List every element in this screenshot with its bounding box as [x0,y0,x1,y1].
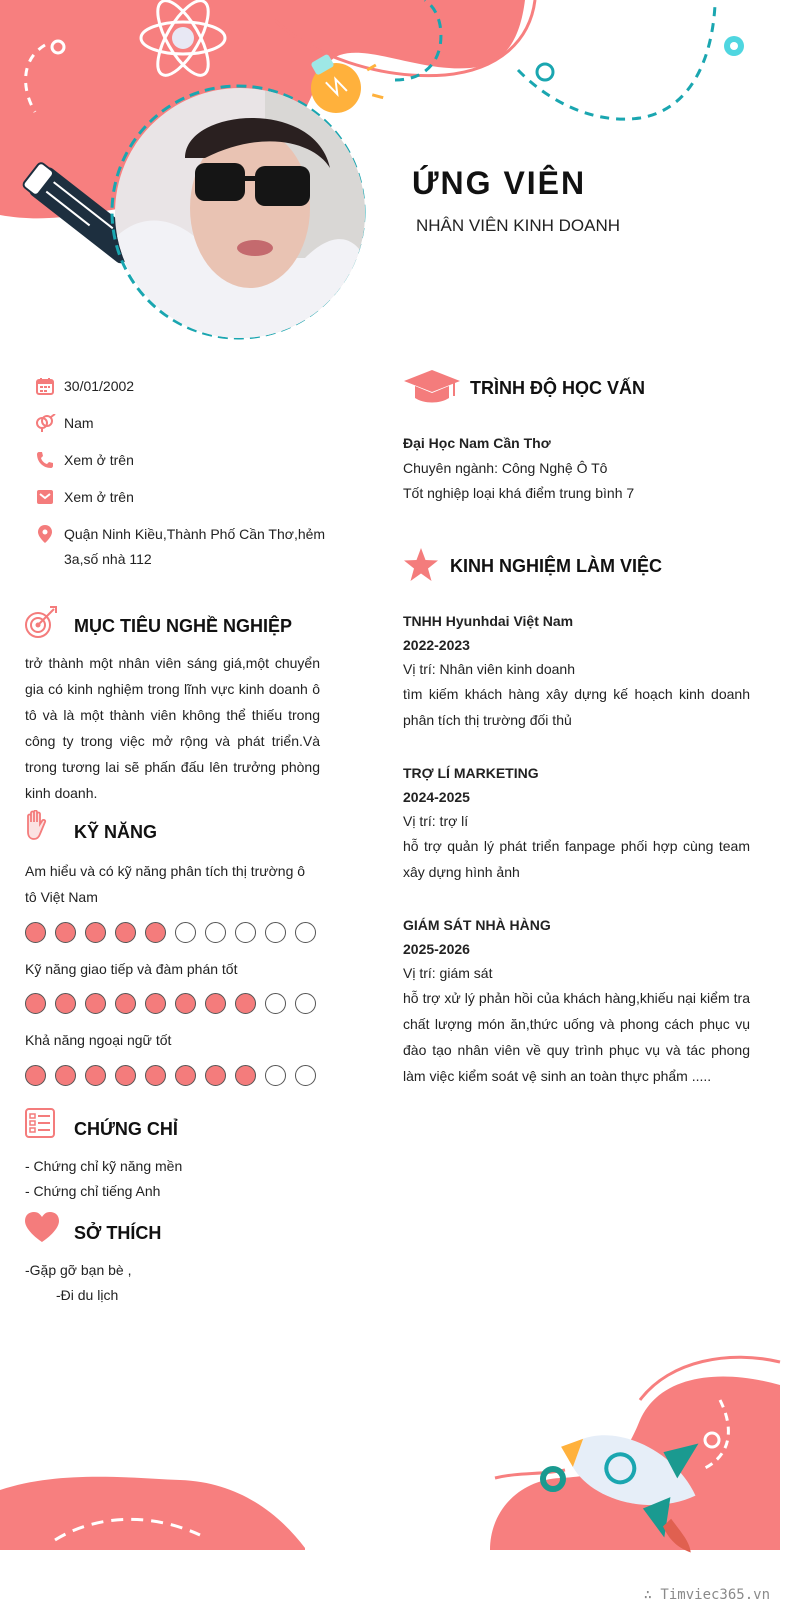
contact-birthdate [26,374,326,399]
contact-gender [26,411,326,436]
certificate-item: - Chứng chỉ tiếng Anh [25,1183,161,1199]
rating-dot-empty [265,993,286,1014]
objective-title: MỤC TIÊU NGHỀ NGHIỆP [74,616,293,636]
hand-icon [24,810,48,847]
rating-dot-empty [265,1065,286,1086]
rating-dot-filled [55,993,76,1014]
rating-dot-empty [295,993,316,1014]
objective-text: trở thành một nhân viên sáng giá,một chuyển gia có kinh nghiệm trong lĩnh vực kinh doanh ô tô và là một thành viên không thể thiếu trong công ty trong việc mở rộng và phát triển.Và trong tương lai sẽ phấn đấu lên trưởng phòng kinh doanh. [25,655,320,801]
rating-dot-filled [145,993,166,1014]
star-icon [403,548,439,587]
rating-dot-filled [55,1065,76,1086]
rating-dot-empty [205,922,226,943]
job-period: 2025-2026 [403,941,470,957]
job-role: Vị trí: Nhân viên kinh doanh [403,661,575,677]
job-company: TRỢ LÍ MARKETING [403,765,539,781]
rating-dot-filled [85,1065,106,1086]
rating-dot-empty [175,922,196,943]
rating-dot-filled [115,993,136,1014]
education-major: Chuyên ngành: Công Nghệ Ô Tô [403,460,608,476]
gender-text: Nam [64,415,94,431]
gender-icon [26,411,64,436]
rating-dot-filled [145,922,166,943]
heart-icon [24,1211,60,1248]
job-description: tìm kiếm khách hàng xây dựng kế hoạch kinh doanh phân tích thị trường đối thủ [403,686,750,728]
contact-phone [26,448,326,473]
contact-address [26,522,326,572]
certificate-item: - Chứng chỉ kỹ năng mền [25,1158,183,1174]
rating-dot-filled [205,1065,226,1086]
skill-label: Kỹ năng giao tiếp và đàm phán tốt [25,961,238,977]
email-text: Xem ở trên [64,489,134,505]
checklist-icon [24,1107,56,1144]
profile-photo [115,88,365,338]
rating-dot-filled [115,922,136,943]
job-position: NHÂN VIÊN KINH DOANH [416,216,621,235]
graduation-cap-icon [404,370,460,409]
skill-rating [25,922,316,943]
skill-rating [25,993,316,1014]
rating-dot-filled [55,922,76,943]
job-company: GIÁM SÁT NHÀ HÀNG [403,917,551,933]
rating-dot-filled [235,993,256,1014]
job-description: hỗ trợ quản lý phát triển fanpage phối hợp cùng team xây dựng hình ảnh [403,838,750,880]
candidate-name: ỨNG VIÊN [412,165,587,201]
hobby-item: -Đi du lịch [56,1287,119,1303]
job-period: 2022-2023 [403,637,470,653]
rating-dot-filled [25,993,46,1014]
skill-label: Khả năng ngoại ngữ tốt [25,1032,172,1048]
rating-dot-empty [295,1065,316,1086]
experience-title: KINH NGHIỆM LÀM VIỆC [450,556,663,576]
rating-dot-filled [115,1065,136,1086]
skill-rating [25,1065,316,1086]
rating-dot-empty [235,922,256,943]
rating-dot-empty [265,922,286,943]
mail-icon [26,485,64,510]
education-grade: Tốt nghiệp loại khá điểm trung bình 7 [403,485,635,501]
hobbies-title: SỞ THÍCH [74,1223,162,1243]
job-period: 2024-2025 [403,789,470,805]
rating-dot-filled [145,1065,166,1086]
calendar-icon [26,374,64,399]
rating-dot-filled [205,993,226,1014]
rating-dot-filled [25,922,46,943]
rating-dot-filled [85,922,106,943]
contact-email [26,485,326,510]
job-role: Vị trí: trợ lí [403,813,469,829]
rating-dot-filled [235,1065,256,1086]
rating-dot-filled [25,1065,46,1086]
education-title: TRÌNH ĐỘ HỌC VẤN [470,378,645,398]
rating-dot-filled [175,993,196,1014]
rating-dot-filled [85,993,106,1014]
job-description: hỗ trợ xử lý phản hồi của khách hàng,khiếu nại kiểm tra chất lượng món ăn,thức uống và phong cách phục vụ đào tạo nhân viên về quy trình phục vụ và tác phong làm việc kiểm soát vệ sinh an toàn thực phẩm ..... [403,990,750,1084]
certificates-title: CHỨNG CHỈ [74,1119,178,1139]
phone-text: Xem ở trên [64,452,134,468]
job-company: TNHH Hyunhdai Việt Nam [403,613,574,629]
watermark: ∴ Timviec365.vn [643,1587,770,1603]
education-school: Đại Học Nam Cần Thơ [403,435,551,451]
rating-dot-empty [295,922,316,943]
phone-icon [26,448,64,473]
location-pin-icon [26,522,64,572]
birthdate-text: 30/01/2002 [64,378,135,394]
rating-dot-filled [175,1065,196,1086]
target-icon [24,605,58,644]
skills-title: KỸ NĂNG [74,822,158,842]
job-role: Vị trí: giám sát [403,965,493,981]
skill-label: Am hiểu và có kỹ năng phân tích thị trường ô tô Việt Nam [25,863,306,905]
hobby-item: -Gặp gỡ bạn bè , [25,1262,132,1278]
address-text: Quận Ninh Kiều,Thành Phố Cần Thơ,hẻm 3a,số nhà 112 [64,526,326,567]
